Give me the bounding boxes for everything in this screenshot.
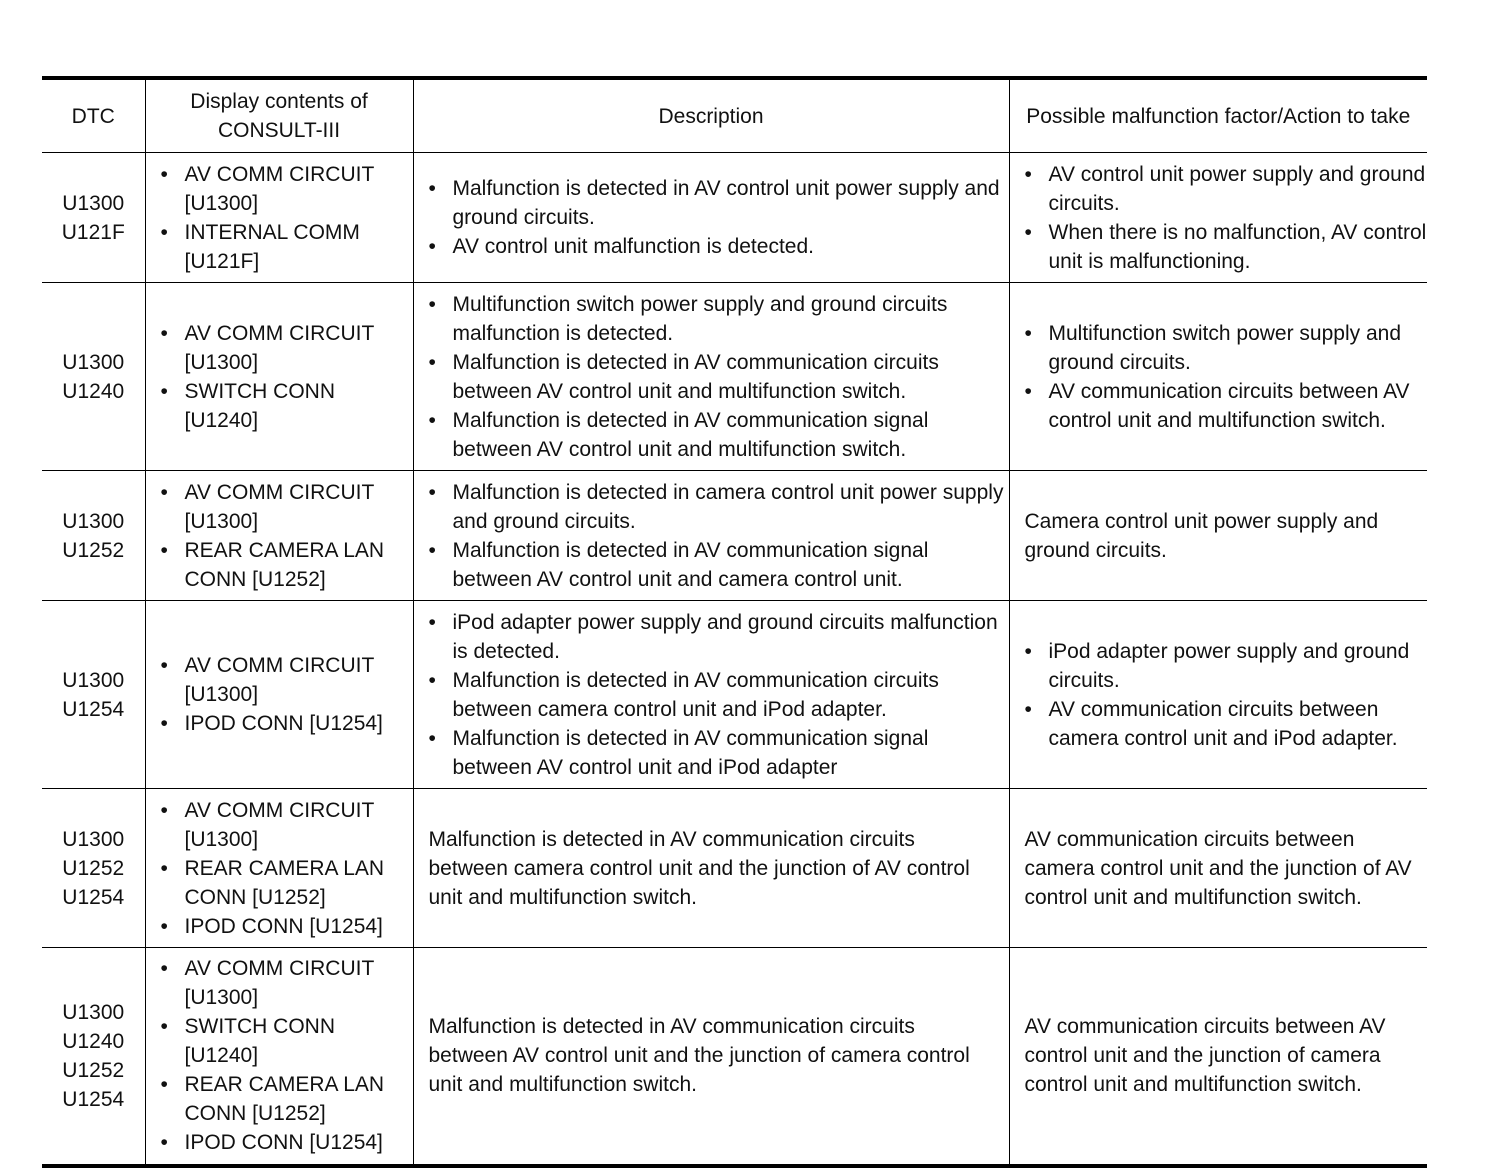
display-item: • AV COMM CIRCUIT [U1300] (146, 796, 413, 854)
action-cell (1009, 601, 1427, 789)
dtc-code: U121F (61, 220, 125, 244)
action-cell (1009, 789, 1427, 948)
description-item: • Malfunction is detected in AV communication circuits between AV control unit and multifunction switch. (414, 348, 1009, 406)
dtc-table (42, 76, 1427, 1168)
dtc-code: U1254 (62, 697, 125, 721)
description-item: • iPod adapter power supply and ground circuits malfunction is detected. (414, 608, 1009, 666)
display-item: • AV COMM CIRCUIT [U1300] (146, 651, 413, 709)
header-display-contents: Display contents of CONSULT-III (145, 78, 413, 153)
display-item: • IPOD CONN [U1254] (146, 709, 413, 738)
dtc-codes-cell (42, 948, 145, 1166)
dtc-code: U1300 (62, 509, 125, 533)
header-action: Possible malfunction factor/Action to take (1009, 78, 1427, 153)
display-item: • REAR CAMERA LAN CONN [U1252] (146, 536, 413, 594)
table-row (42, 471, 1427, 601)
description-cell (413, 283, 1009, 471)
display-item: • AV COMM CIRCUIT [U1300] (146, 319, 413, 377)
display-item: • AV COMM CIRCUIT [U1300] (146, 954, 413, 1012)
action-item: • AV communication circuits between camera control unit and iPod adapter. (1010, 695, 1428, 753)
action-cell (1009, 153, 1427, 283)
display-item: • AV COMM CIRCUIT [U1300] (146, 478, 413, 536)
action-text: Camera control unit power supply and ground circuits. (1024, 509, 1379, 562)
dtc-codes-cell (42, 471, 145, 601)
display-item: • SWITCH CONN [U1240] (146, 377, 413, 435)
description-item: • Malfunction is detected in AV control unit power supply and ground circuits. (414, 174, 1009, 232)
description-cell (413, 601, 1009, 789)
display-item: • AV COMM CIRCUIT [U1300] (146, 160, 413, 218)
display-item: • IPOD CONN [U1254] (146, 1128, 413, 1157)
description-cell (413, 789, 1009, 948)
description-item: • Malfunction is detected in AV communication signal between AV control unit and camera control unit. (414, 536, 1009, 594)
action-cell (1009, 471, 1427, 601)
table-row (42, 153, 1427, 283)
display-contents-cell (145, 601, 413, 789)
description-text: Malfunction is detected in AV communication circuits between AV control unit and the junction of camera control unit and multifunction switch. (428, 1015, 970, 1097)
description-text: Malfunction is detected in AV communication circuits between camera control unit and the junction of AV control unit and multifunction switch. (428, 827, 970, 909)
table-row (42, 601, 1427, 789)
dtc-code: U1300 (62, 191, 125, 215)
dtc-code: U1252 (62, 538, 125, 562)
dtc-code: U1254 (62, 885, 125, 909)
table-row (42, 283, 1427, 471)
display-item: • INTERNAL COMM [U121F] (146, 218, 413, 276)
dtc-code: U1300 (62, 350, 125, 374)
display-item: • REAR CAMERA LAN CONN [U1252] (146, 1070, 413, 1128)
dtc-code: U1254 (62, 1087, 125, 1111)
dtc-code: U1300 (62, 668, 125, 692)
header-description: Description (413, 78, 1009, 153)
display-contents-cell (145, 948, 413, 1166)
dtc-code: U1240 (62, 379, 125, 403)
dtc-codes-cell (42, 283, 145, 471)
action-item: • iPod adapter power supply and ground circuits. (1010, 637, 1428, 695)
dtc-code: U1252 (62, 1058, 125, 1082)
display-item: • REAR CAMERA LAN CONN [U1252] (146, 854, 413, 912)
action-item: • Multifunction switch power supply and ground circuits. (1010, 319, 1428, 377)
description-cell (413, 471, 1009, 601)
description-item: • Malfunction is detected in AV communication signal between AV control unit and iPod adapter (414, 724, 1009, 782)
description-item: • Malfunction is detected in AV communication circuits between camera control unit and iPod adapter. (414, 666, 1009, 724)
description-cell (413, 948, 1009, 1166)
table-row (42, 948, 1427, 1166)
display-contents-cell (145, 283, 413, 471)
dtc-code: U1240 (62, 1029, 125, 1053)
action-item: • AV control unit power supply and ground circuits. (1010, 160, 1428, 218)
dtc-codes-cell (42, 601, 145, 789)
description-item: • Malfunction is detected in AV communication signal between AV control unit and multifunction switch. (414, 406, 1009, 464)
dtc-codes-cell (42, 789, 145, 948)
action-item: • When there is no malfunction, AV control unit is malfunctioning. (1010, 218, 1428, 276)
description-item: • AV control unit malfunction is detected. (414, 232, 1009, 261)
action-text: AV communication circuits between AV control unit and the junction of camera control unit and multifunction switch. (1024, 1015, 1386, 1097)
dtc-code: U1252 (62, 856, 125, 880)
display-contents-cell (145, 789, 413, 948)
description-item: • Malfunction is detected in camera control unit power supply and ground circuits. (414, 478, 1009, 536)
display-item: • IPOD CONN [U1254] (146, 912, 413, 941)
description-cell (413, 153, 1009, 283)
dtc-codes-cell (42, 153, 145, 283)
dtc-code: U1300 (62, 827, 125, 851)
table-header-row (42, 78, 1427, 153)
dtc-code: U1300 (62, 1000, 125, 1024)
display-contents-cell (145, 471, 413, 601)
action-item: • AV communication circuits between AV control unit and multifunction switch. (1010, 377, 1428, 435)
action-cell (1009, 283, 1427, 471)
action-cell (1009, 948, 1427, 1166)
header-dtc: DTC (42, 78, 145, 153)
display-contents-cell (145, 153, 413, 283)
description-item: • Multifunction switch power supply and ground circuits malfunction is detected. (414, 290, 1009, 348)
display-item: • SWITCH CONN [U1240] (146, 1012, 413, 1070)
action-text: AV communication circuits between camera control unit and the junction of AV control unit and multifunction switch. (1024, 827, 1412, 909)
table-row (42, 789, 1427, 948)
